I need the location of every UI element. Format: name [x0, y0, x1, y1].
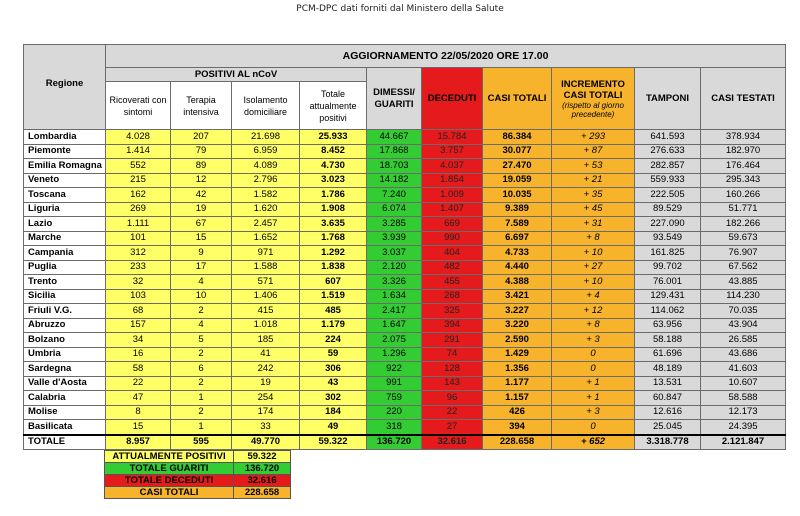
- cell-ric: 68: [106, 304, 171, 319]
- cell-tam: 12.616: [635, 405, 701, 420]
- cell-ter: 4: [171, 275, 232, 290]
- cell-casi: 19.059: [483, 173, 552, 188]
- cell-dim: 2.075: [367, 333, 422, 348]
- cell-test: 58.588: [701, 391, 786, 406]
- summary-value: 136.720: [234, 463, 291, 475]
- cell-casi: 27.470: [483, 159, 552, 174]
- total-dec: 32.616: [422, 435, 483, 450]
- cell-iso: 4.089: [232, 159, 300, 174]
- cell-dec: 455: [422, 275, 483, 290]
- cell-region: Emilia Romagna: [24, 159, 106, 174]
- total-pos: 59.322: [300, 435, 367, 450]
- cell-region: Abruzzo: [24, 318, 106, 333]
- cell-inc: + 10: [552, 275, 635, 290]
- cell-inc: + 8: [552, 231, 635, 246]
- cell-dim: 318: [367, 420, 422, 435]
- cell-test: 378.934: [701, 130, 786, 145]
- totale-positivi-header: Totale attualmente positivi: [300, 82, 367, 130]
- incremento-header: [552, 68, 635, 130]
- cell-tam: 276.633: [635, 144, 701, 159]
- cell-inc: 0: [552, 362, 635, 377]
- cell-test: 43.904: [701, 318, 786, 333]
- cell-ter: 6: [171, 362, 232, 377]
- cell-inc: + 21: [552, 173, 635, 188]
- cell-ric: 1.414: [106, 144, 171, 159]
- cell-tam: 222.505: [635, 188, 701, 203]
- cell-ter: 2: [171, 405, 232, 420]
- cell-region: Toscana: [24, 188, 106, 203]
- cell-casi: 4.388: [483, 275, 552, 290]
- cell-iso: 41: [232, 347, 300, 362]
- regione-header: Regione: [24, 68, 106, 130]
- cell-casi: 1.356: [483, 362, 552, 377]
- cell-ter: 1: [171, 420, 232, 435]
- cell-iso: 185: [232, 333, 300, 348]
- table-row: [24, 246, 786, 261]
- table-row: [24, 188, 786, 203]
- cell-test: 67.562: [701, 260, 786, 275]
- cell-test: 12.173: [701, 405, 786, 420]
- total-test: 2.121.847: [701, 435, 786, 450]
- incremento-note: (rispetto al giorno precedente): [562, 100, 624, 119]
- cell-casi: 6.697: [483, 231, 552, 246]
- cell-ter: 89: [171, 159, 232, 174]
- cell-casi: 9.389: [483, 202, 552, 217]
- table-row: [24, 318, 786, 333]
- cell-casi: 10.035: [483, 188, 552, 203]
- cell-ter: 67: [171, 217, 232, 232]
- table-row: [24, 376, 786, 391]
- cell-tam: 99.702: [635, 260, 701, 275]
- cell-iso: 1.406: [232, 289, 300, 304]
- cell-ric: 162: [106, 188, 171, 203]
- cell-dec: 482: [422, 260, 483, 275]
- cell-region: Piemonte: [24, 144, 106, 159]
- cell-tam: 114.062: [635, 304, 701, 319]
- cell-pos: 1.519: [300, 289, 367, 304]
- page-title: PCM-DPC dati forniti dal Ministero della Salute: [296, 4, 504, 14]
- cell-test: 70.035: [701, 304, 786, 319]
- cell-ric: 233: [106, 260, 171, 275]
- cell-ric: 269: [106, 202, 171, 217]
- cell-test: 160.266: [701, 188, 786, 203]
- cell-tam: 641.593: [635, 130, 701, 145]
- cell-region: Umbria: [24, 347, 106, 362]
- cell-pos: 8.452: [300, 144, 367, 159]
- cell-iso: 415: [232, 304, 300, 319]
- cell-ter: 207: [171, 130, 232, 145]
- cell-dec: 268: [422, 289, 483, 304]
- cell-tam: 58.188: [635, 333, 701, 348]
- header-blank: [24, 45, 106, 68]
- cell-ter: 5: [171, 333, 232, 348]
- cell-ter: 10: [171, 289, 232, 304]
- cell-region: Lombardia: [24, 130, 106, 145]
- cell-region: Trento: [24, 275, 106, 290]
- cell-pos: 49: [300, 420, 367, 435]
- cell-dim: 18.703: [367, 159, 422, 174]
- cell-test: 43.885: [701, 275, 786, 290]
- cell-region: Campania: [24, 246, 106, 261]
- cell-ric: 22: [106, 376, 171, 391]
- cell-dec: 1.009: [422, 188, 483, 203]
- cell-ter: 2: [171, 304, 232, 319]
- table-row: [24, 202, 786, 217]
- cell-inc: + 1: [552, 391, 635, 406]
- cell-region: Lazio: [24, 217, 106, 232]
- cell-ter: 15: [171, 231, 232, 246]
- cell-dec: 15.784: [422, 130, 483, 145]
- cell-ric: 47: [106, 391, 171, 406]
- cell-ric: 215: [106, 173, 171, 188]
- positivi-header: POSITIVI AL nCoV: [106, 68, 367, 82]
- cell-ric: 1.111: [106, 217, 171, 232]
- cell-ter: 1: [171, 391, 232, 406]
- cell-region: Sicilia: [24, 289, 106, 304]
- cell-iso: 2.796: [232, 173, 300, 188]
- summary-label: CASI TOTALI: [105, 487, 234, 499]
- ricoverati-header: Ricoverati con sintomi: [106, 82, 171, 130]
- cell-test: 76.907: [701, 246, 786, 261]
- summary-label: TOTALE DECEDUTI: [105, 475, 234, 487]
- cell-inc: + 3: [552, 405, 635, 420]
- cell-region: Calabria: [24, 391, 106, 406]
- cell-test: 43.686: [701, 347, 786, 362]
- cell-casi: 4.733: [483, 246, 552, 261]
- cell-ter: 42: [171, 188, 232, 203]
- cell-ric: 15: [106, 420, 171, 435]
- cell-pos: 59: [300, 347, 367, 362]
- cell-casi: 426: [483, 405, 552, 420]
- cell-pos: 3.023: [300, 173, 367, 188]
- dimessi-header: [367, 68, 422, 130]
- cell-casi: 1.157: [483, 391, 552, 406]
- cell-ter: 12: [171, 173, 232, 188]
- cell-iso: 571: [232, 275, 300, 290]
- cell-dec: 3.757: [422, 144, 483, 159]
- summary-table: [104, 450, 291, 499]
- summary-row: [105, 451, 291, 463]
- cell-tam: 227.090: [635, 217, 701, 232]
- summary-row: [105, 463, 291, 475]
- cell-casi: 4.440: [483, 260, 552, 275]
- total-casi: 228.658: [483, 435, 552, 450]
- cell-region: Bolzano: [24, 333, 106, 348]
- table-row: [24, 304, 786, 319]
- cell-inc: 0: [552, 347, 635, 362]
- cell-ric: 312: [106, 246, 171, 261]
- cell-dec: 96: [422, 391, 483, 406]
- cell-test: 51.771: [701, 202, 786, 217]
- cell-ter: 79: [171, 144, 232, 159]
- cell-dim: 2.417: [367, 304, 422, 319]
- cell-dec: 990: [422, 231, 483, 246]
- casi-testati-header: CASI TESTATI: [701, 68, 786, 130]
- cell-pos: 1.179: [300, 318, 367, 333]
- cell-iso: 19: [232, 376, 300, 391]
- dimessi-label: DIMESSI/ GUARITI: [373, 86, 415, 110]
- cell-pos: 485: [300, 304, 367, 319]
- cell-casi: 2.590: [483, 333, 552, 348]
- total-tam: 3.318.778: [635, 435, 701, 450]
- update-header: AGGIORNAMENTO 22/05/2020 ORE 17.00: [106, 45, 786, 68]
- cell-dec: 22: [422, 405, 483, 420]
- cell-pos: 3.635: [300, 217, 367, 232]
- summary-row: [105, 487, 291, 499]
- cell-ric: 552: [106, 159, 171, 174]
- cell-inc: + 12: [552, 304, 635, 319]
- cell-dim: 44.667: [367, 130, 422, 145]
- cell-region: Liguria: [24, 202, 106, 217]
- cell-tam: 25.045: [635, 420, 701, 435]
- table-body: [24, 130, 786, 450]
- summary-value: 32.616: [234, 475, 291, 487]
- cell-dim: 991: [367, 376, 422, 391]
- cell-ter: 17: [171, 260, 232, 275]
- cell-iso: 6.959: [232, 144, 300, 159]
- cell-tam: 13.531: [635, 376, 701, 391]
- table-row: [24, 347, 786, 362]
- cell-pos: 184: [300, 405, 367, 420]
- cell-casi: 86.384: [483, 130, 552, 145]
- cell-tam: 60.847: [635, 391, 701, 406]
- summary-label: ATTUALMENTE POSITIVI: [105, 451, 234, 463]
- cell-ric: 4.028: [106, 130, 171, 145]
- cell-inc: + 53: [552, 159, 635, 174]
- cell-iso: 1.620: [232, 202, 300, 217]
- cell-pos: 302: [300, 391, 367, 406]
- cell-dim: 17.868: [367, 144, 422, 159]
- table-row: [24, 217, 786, 232]
- cell-casi: 3.227: [483, 304, 552, 319]
- summary-value: 59.322: [234, 451, 291, 463]
- cell-test: 10.607: [701, 376, 786, 391]
- cell-tam: 61.696: [635, 347, 701, 362]
- table-row: [24, 231, 786, 246]
- cell-ric: 157: [106, 318, 171, 333]
- cell-dim: 3.326: [367, 275, 422, 290]
- cell-region: Molise: [24, 405, 106, 420]
- cell-region: Basilicata: [24, 420, 106, 435]
- cell-dim: 1.647: [367, 318, 422, 333]
- cell-tam: 282.857: [635, 159, 701, 174]
- cell-iso: 33: [232, 420, 300, 435]
- cell-ric: 34: [106, 333, 171, 348]
- total-ric: 8.957: [106, 435, 171, 450]
- table-row: [24, 260, 786, 275]
- cell-tam: 63.956: [635, 318, 701, 333]
- cell-iso: 242: [232, 362, 300, 377]
- cell-test: 295.343: [701, 173, 786, 188]
- cell-iso: 971: [232, 246, 300, 261]
- cell-dim: 1.634: [367, 289, 422, 304]
- total-row: [24, 435, 786, 450]
- cell-ter: 2: [171, 347, 232, 362]
- cell-inc: + 4: [552, 289, 635, 304]
- table-row: [24, 289, 786, 304]
- cell-tam: 89.529: [635, 202, 701, 217]
- cell-dec: 27: [422, 420, 483, 435]
- table-row: [24, 275, 786, 290]
- cell-dec: 128: [422, 362, 483, 377]
- cell-iso: 174: [232, 405, 300, 420]
- cell-dec: 404: [422, 246, 483, 261]
- cell-dim: 3.285: [367, 217, 422, 232]
- cell-pos: 1.786: [300, 188, 367, 203]
- cell-pos: 1.292: [300, 246, 367, 261]
- cell-test: 59.673: [701, 231, 786, 246]
- cell-pos: 306: [300, 362, 367, 377]
- cell-dim: 3.037: [367, 246, 422, 261]
- cell-pos: 43: [300, 376, 367, 391]
- cell-dim: 922: [367, 362, 422, 377]
- cell-casi: 1.429: [483, 347, 552, 362]
- cell-region: Sardegna: [24, 362, 106, 377]
- cell-ter: 19: [171, 202, 232, 217]
- summary-row: [105, 475, 291, 487]
- cell-dec: 1.854: [422, 173, 483, 188]
- cell-dec: 291: [422, 333, 483, 348]
- cell-dec: 1.407: [422, 202, 483, 217]
- cell-iso: 1.582: [232, 188, 300, 203]
- cell-casi: 7.589: [483, 217, 552, 232]
- cell-dec: 394: [422, 318, 483, 333]
- cell-tam: 559.933: [635, 173, 701, 188]
- cell-region: Puglia: [24, 260, 106, 275]
- incremento-label: INCREMENTO CASI TOTALI: [561, 78, 625, 101]
- cell-inc: + 10: [552, 246, 635, 261]
- cell-dec: 669: [422, 217, 483, 232]
- casi-totali-header: CASI TOTALI: [483, 68, 552, 130]
- summary-value: 228.658: [234, 487, 291, 499]
- cell-ter: 9: [171, 246, 232, 261]
- cell-test: 24.395: [701, 420, 786, 435]
- cell-inc: + 45: [552, 202, 635, 217]
- cell-test: 182.970: [701, 144, 786, 159]
- cell-casi: 1.177: [483, 376, 552, 391]
- total-inc: + 652: [552, 435, 635, 450]
- total-dim: 136.720: [367, 435, 422, 450]
- cell-inc: + 87: [552, 144, 635, 159]
- cell-ric: 16: [106, 347, 171, 362]
- cell-inc: + 3: [552, 333, 635, 348]
- table-row: [24, 130, 786, 145]
- tamponi-header: TAMPONI: [635, 68, 701, 130]
- table-row: [24, 362, 786, 377]
- cell-pos: 607: [300, 275, 367, 290]
- total-region: TOTALE: [24, 435, 106, 450]
- cell-casi: 30.077: [483, 144, 552, 159]
- cell-dec: 74: [422, 347, 483, 362]
- cell-ter: 2: [171, 376, 232, 391]
- cell-dim: 6.074: [367, 202, 422, 217]
- cell-ter: 4: [171, 318, 232, 333]
- isolamento-header: Isolamento domiciliare: [232, 82, 300, 130]
- table-row: [24, 391, 786, 406]
- table-row: [24, 173, 786, 188]
- cell-inc: + 1: [552, 376, 635, 391]
- cell-dec: 325: [422, 304, 483, 319]
- cell-inc: 0: [552, 420, 635, 435]
- cell-dim: 1.296: [367, 347, 422, 362]
- cell-tam: 129.431: [635, 289, 701, 304]
- cell-ric: 58: [106, 362, 171, 377]
- covid-data-table: [23, 44, 786, 450]
- cell-dim: 7.240: [367, 188, 422, 203]
- cell-pos: 224: [300, 333, 367, 348]
- cell-dim: 759: [367, 391, 422, 406]
- cell-pos: 25.933: [300, 130, 367, 145]
- cell-ric: 32: [106, 275, 171, 290]
- cell-tam: 48.189: [635, 362, 701, 377]
- total-iso: 49.770: [232, 435, 300, 450]
- deceduti-header: DECEDUTI: [422, 68, 483, 130]
- cell-tam: 76.001: [635, 275, 701, 290]
- cell-iso: 254: [232, 391, 300, 406]
- cell-pos: 4.730: [300, 159, 367, 174]
- cell-pos: 1.838: [300, 260, 367, 275]
- cell-iso: 1.018: [232, 318, 300, 333]
- cell-casi: 3.421: [483, 289, 552, 304]
- cell-test: 176.464: [701, 159, 786, 174]
- cell-ric: 8: [106, 405, 171, 420]
- cell-iso: 2.457: [232, 217, 300, 232]
- cell-test: 182.266: [701, 217, 786, 232]
- cell-inc: + 35: [552, 188, 635, 203]
- cell-region: Marche: [24, 231, 106, 246]
- cell-ric: 101: [106, 231, 171, 246]
- cell-inc: + 293: [552, 130, 635, 145]
- cell-iso: 1.588: [232, 260, 300, 275]
- table-row: [24, 144, 786, 159]
- cell-iso: 1.652: [232, 231, 300, 246]
- cell-test: 41.603: [701, 362, 786, 377]
- cell-dim: 14.182: [367, 173, 422, 188]
- cell-inc: + 8: [552, 318, 635, 333]
- table-row: [24, 333, 786, 348]
- cell-test: 114.230: [701, 289, 786, 304]
- cell-inc: + 31: [552, 217, 635, 232]
- cell-region: Friuli V.G.: [24, 304, 106, 319]
- summary-label: TOTALE GUARITI: [105, 463, 234, 475]
- cell-pos: 1.768: [300, 231, 367, 246]
- cell-region: Veneto: [24, 173, 106, 188]
- terapia-header: Terapia intensiva: [171, 82, 232, 130]
- table-row: [24, 159, 786, 174]
- cell-casi: 394: [483, 420, 552, 435]
- cell-dim: 2.120: [367, 260, 422, 275]
- cell-pos: 1.908: [300, 202, 367, 217]
- table-row: [24, 420, 786, 435]
- cell-dim: 220: [367, 405, 422, 420]
- cell-dec: 4.037: [422, 159, 483, 174]
- cell-ric: 103: [106, 289, 171, 304]
- cell-dim: 3.939: [367, 231, 422, 246]
- cell-casi: 3.220: [483, 318, 552, 333]
- cell-inc: + 27: [552, 260, 635, 275]
- cell-dec: 143: [422, 376, 483, 391]
- table-row: [24, 405, 786, 420]
- total-ter: 595: [171, 435, 232, 450]
- cell-iso: 21.698: [232, 130, 300, 145]
- cell-tam: 93.549: [635, 231, 701, 246]
- cell-region: Valle d'Aosta: [24, 376, 106, 391]
- cell-tam: 161.825: [635, 246, 701, 261]
- cell-test: 26.585: [701, 333, 786, 348]
